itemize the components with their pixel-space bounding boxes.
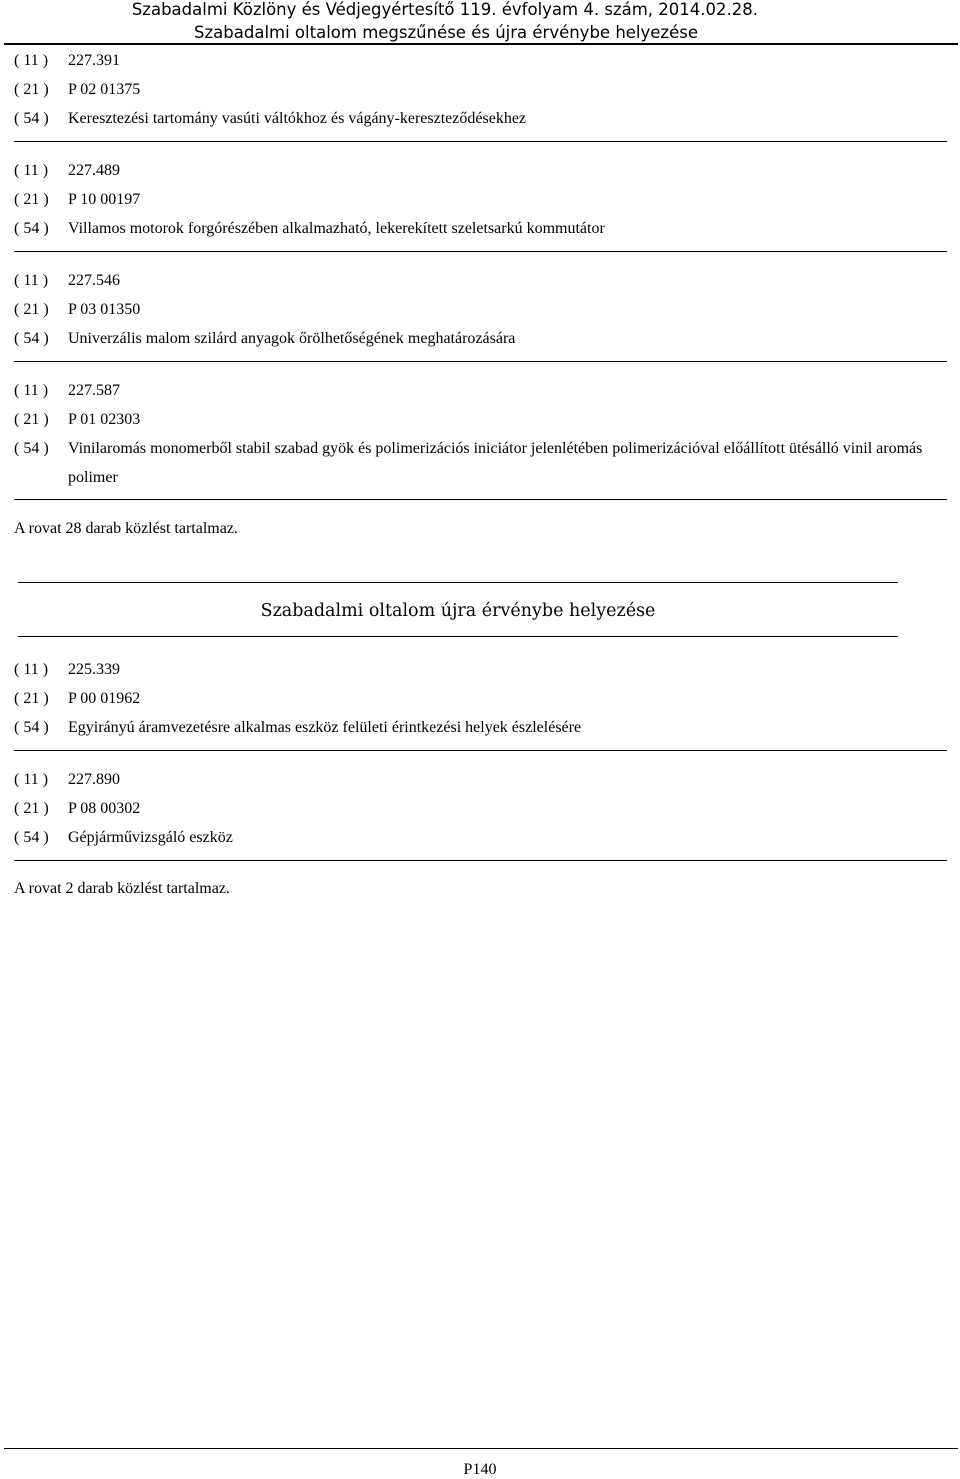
patent-number: 225.339 (68, 661, 120, 678)
record-row-11 (14, 655, 948, 684)
record-row-54 (14, 104, 948, 133)
title-rule-top (18, 582, 898, 583)
record-row-21 (14, 75, 948, 104)
patent-record (14, 765, 948, 852)
code-label: ( 54 ) (14, 220, 49, 237)
section-title-block (18, 582, 898, 638)
patent-number: 227.587 (68, 382, 120, 399)
code-label: ( 54 ) (14, 330, 49, 347)
patent-record (14, 156, 948, 243)
code-label: ( 21 ) (14, 690, 49, 707)
patent-number: 227.489 (68, 162, 120, 179)
application-number: P 03 01350 (68, 301, 141, 318)
application-number: P 00 01962 (68, 690, 141, 707)
code-label: ( 21 ) (14, 191, 49, 208)
record-divider (14, 141, 947, 142)
code-label: ( 21 ) (14, 800, 49, 817)
record-row-11 (14, 376, 948, 405)
application-number: P 10 00197 (68, 191, 141, 208)
code-label: ( 21 ) (14, 411, 49, 428)
record-divider (14, 750, 947, 751)
section-summary: A rovat 2 darab közlést tartalmaz. (14, 880, 230, 897)
record-divider (14, 251, 947, 252)
header-divider (4, 43, 958, 45)
record-row-21 (14, 185, 948, 214)
record-row-21 (14, 684, 948, 713)
patent-number: 227.546 (68, 272, 120, 289)
code-label: ( 11 ) (14, 771, 49, 788)
patent-record (14, 376, 948, 492)
invention-title: Keresztezési tartomány vasúti váltókhoz és vágány-kereszteződésekhez (68, 110, 527, 127)
record-row-11 (14, 46, 948, 75)
section-summary: A rovat 28 darab közlést tartalmaz. (14, 520, 238, 537)
record-row-11 (14, 765, 948, 794)
record-row-54 (14, 823, 948, 852)
code-label: ( 11 ) (14, 162, 49, 179)
invention-title: Egyirányú áramvezetésre alkalmas eszköz felületi érintkezési helyek észlelésére (68, 719, 582, 736)
code-label: ( 11 ) (14, 272, 49, 289)
page-header (0, 0, 960, 44)
application-number: P 08 00302 (68, 800, 141, 817)
patent-record (14, 655, 948, 742)
patent-record (14, 46, 948, 133)
code-label: ( 11 ) (14, 661, 49, 678)
record-row-54 (14, 713, 948, 742)
record-row-54 (14, 324, 948, 353)
record-divider (14, 499, 947, 500)
invention-title: Univerzális malom szilárd anyagok őrölhetőségének meghatározására (68, 330, 516, 347)
patent-record (14, 266, 948, 353)
code-label: ( 54 ) (14, 440, 49, 457)
code-label: ( 21 ) (14, 301, 49, 318)
code-label: ( 54 ) (14, 110, 49, 127)
record-row-54 (14, 214, 948, 243)
record-row-21 (14, 794, 948, 823)
journal-title: Szabadalmi Közlöny és Védjegyértesítő 119. évfolyam 4. szám, 2014.02.28. (131, 0, 758, 19)
footer-divider (4, 1448, 958, 1449)
invention-title: Villamos motorok forgórészében alkalmazható, lekerekített szeletsarkú kommutátor (68, 220, 605, 237)
patent-number: 227.391 (68, 52, 120, 69)
application-number: P 02 01375 (68, 81, 141, 98)
invention-title: Vinilaromás monomerből stabil szabad gyök és polimerizációs iniciátor jelenlétében polimerizációval előállított ütésálló vinil aromás polimer (68, 440, 923, 486)
patent-number: 227.890 (68, 771, 120, 788)
title-rule-bottom (18, 636, 898, 637)
page-number: P140 (463, 1461, 497, 1478)
code-label: ( 21 ) (14, 81, 49, 98)
application-number: P 01 02303 (68, 411, 141, 428)
code-label: ( 11 ) (14, 52, 49, 69)
record-divider (14, 860, 947, 861)
record-divider (14, 361, 947, 362)
invention-title: Gépjárművizsgáló eszköz (68, 829, 233, 846)
record-row-11 (14, 266, 948, 295)
record-row-11 (14, 156, 948, 185)
record-row-21 (14, 405, 948, 434)
record-row-21 (14, 295, 948, 324)
code-label: ( 54 ) (14, 829, 49, 846)
section-heading: Szabadalmi oltalom megszűnése és újra érvénybe helyezése (194, 23, 698, 42)
record-row-54 (14, 434, 948, 492)
code-label: ( 11 ) (14, 382, 49, 399)
code-label: ( 54 ) (14, 719, 49, 736)
section-title: Szabadalmi oltalom újra érvénybe helyezése (260, 601, 656, 621)
